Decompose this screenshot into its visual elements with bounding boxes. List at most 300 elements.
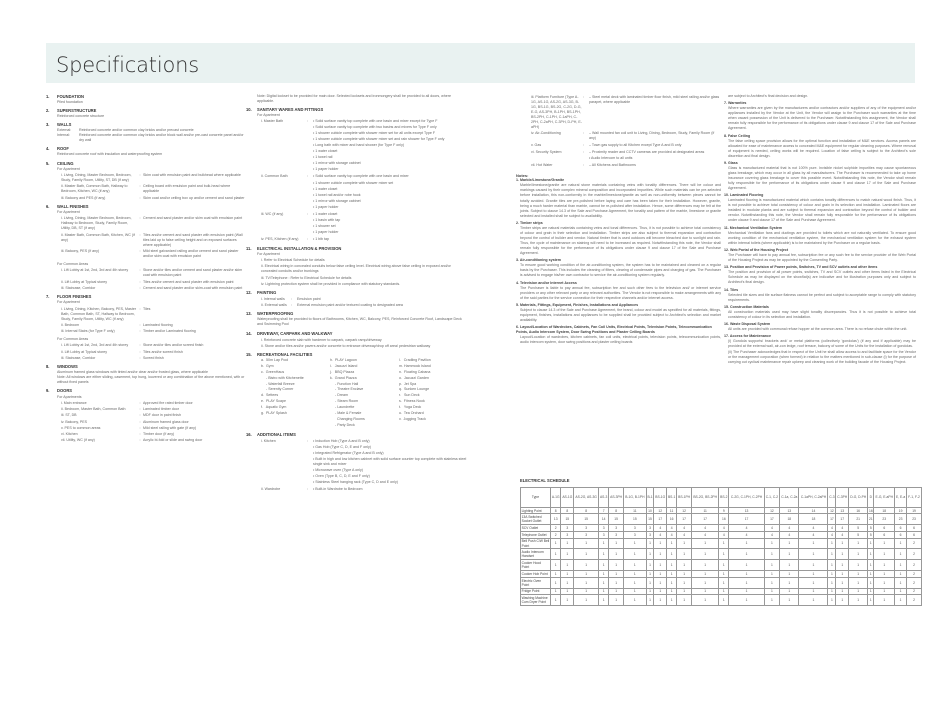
table-cell: 13 [729,507,764,514]
table-cell: 4 [654,531,667,538]
column-1 [46,94,246,447]
section-text: Reinforced concrete roof with insulation and waterproofing system [57,152,163,157]
table-cell: 1 [868,538,874,549]
spec-key: i. Lift Lobby at 1st, 2nd, 3rd and 4th storey [61,343,129,348]
table-cell: 1 [574,560,599,571]
section-note: Note: All windows are either sliding, casement, top hung, louvered or any combination of the above mentioned, with or without fixed panels [57,374,245,384]
spec-value: Screed finish [143,355,164,360]
table-cell: 16 [719,514,729,525]
spec-row [257,174,468,210]
note-title: 13. Position and Provision of Power points, Switches, TV and SCV outlets and other items [724,265,878,270]
separator: : [139,349,141,354]
table-cell: 1 [624,577,647,588]
note-text: All units are provided with communal refuse hopper at the common area. There is no refuse chute within the unit. [728,327,908,332]
spec-key: i. Living, Dining, Master Bedroom, Bedroom, Study, Family Room, Utility, ST, DB (if any) [61,173,132,183]
table-cell: 1 [799,571,828,578]
electrical-schedule [520,478,922,606]
spec-key: iii. ST, DB [61,413,77,418]
spec-row [527,131,721,142]
table-cell: 1 [868,588,874,595]
separator: : [139,329,141,334]
spec-key: i. Internal walls [261,296,285,301]
spec-item: – All Kitchens and Bathrooms [589,163,636,168]
table-cell: 1 [551,595,561,606]
table-cell: 1 [677,577,692,588]
table-cell: 3 [624,525,647,532]
note-text: Laminated flooring is manufactured material which contains tonality differences to match natural wood finish. Thus, it is not possible to achieve total consistency of colour and grain in its selection and installation. Laminated floors are installed in modular planks and are subject to thermal expansion and contraction beyond the control of builder and vendor. Notwithstanding this note, the Vendor shall remain fully responsible for the performance of its obligations under clause 9 and clause 17 of the Sale and Purchase Agreement. [728,198,916,223]
table-cell: 1 [599,549,609,560]
table-cell: 1 [828,538,836,549]
table-cell: 4 [828,531,836,538]
group-label: For Apartments [57,394,82,399]
column-header: E, E-a [895,487,907,507]
table-cell: 3 [599,531,609,538]
table-cell: 1 [849,538,868,549]
table-cell: 1 [654,571,667,578]
separator: : [139,322,141,327]
column-header: F-1, F-2 [907,487,922,507]
column-header: D-G, D-PH [849,487,868,507]
spec-section [246,311,468,327]
section-number: 15. [246,352,252,358]
section-title: ADDITIONAL ITEMS [257,432,296,438]
note-text: The Purchaser will have to pay annual fee, subscription fee or any such fee to the service provider of the Web Portal of the Housing Project as may be appointed by the Consenting Party. [728,253,916,263]
spec-row [57,286,246,291]
note-text: Selected tile sizes and tile surface flatness cannot be perfect and subject to acceptable range to comply with statutory requirements. [728,292,916,302]
note-item [516,303,721,323]
section-body [246,113,468,243]
section-number: 14. [246,330,252,336]
table-cell: 1 [551,549,561,560]
table-cell: 4 [667,531,677,538]
spec-section [46,294,246,361]
spec-item: • Microwave oven (Type A only) [313,468,363,473]
spec-item: • 1 water closet [313,149,338,154]
note-item [724,161,916,191]
spec-row [57,438,246,443]
spec-item: – Town gas supply to all Kitchen except Type A and B only [589,143,682,148]
note-text: The Purchaser is liable to pay annual fee, subscription fee and such other fees to the television and/ or internet service providers or any other relevant party or any relevant authorities. The Vendor is not responsible to make arrangements with any of the said parties for the service connection for their respective channels and/or internet access. [520,285,721,300]
table-cell: 17 [729,514,764,525]
spec-item: • Oven (Type B, C, D, E and F only) [313,474,370,479]
table-cell: 1 [654,588,667,595]
facilities-column [261,358,330,429]
table-cell: 2 [907,571,922,578]
note-title: 16. Waste Disposal System [724,322,771,327]
table-cell: 19 [895,507,907,514]
section-body [246,338,468,349]
table-cell: 1 [624,595,647,606]
section-heading [46,204,246,210]
spec-value: Aluminum framed glass door [143,419,189,424]
section-title: DOORS [57,388,73,394]
table-cell: 1 [764,577,779,588]
table-cell: 3 [646,531,654,538]
note-item [724,226,916,246]
section-heading [46,294,246,300]
table-cell: 1 [609,571,624,578]
table-cell: 1 [729,577,764,588]
section-title: PAINTING [257,290,277,296]
table-cell: 1 [574,549,599,560]
table-cell: 1 [719,538,729,549]
spec-items [313,212,468,236]
table-cell: 1 [646,571,654,578]
spec-item: • 1 towel rail and/or robe hook [313,192,361,197]
spec-key: i. Lift Lobby at 1st, 2nd, 3rd and 4th storey [61,268,129,273]
spec-value: Tiles and/or cement and sand plaster with emulsion paint [143,279,234,284]
spec-key: i. Main entrance [61,400,87,405]
note-title: 14. Tiles [724,287,739,292]
separator: : [139,232,141,237]
table-cell: 16 [869,508,873,513]
table-cell: 4 [836,531,849,538]
spec-row [257,297,468,302]
note-item [724,193,916,223]
spec-row [57,173,246,183]
spec-item: • Solid surface vanity top complete with two basins and mixers for Type F only [313,125,437,130]
spec-row [57,426,246,431]
table-cell: 23 [874,514,895,525]
table-cell: 3 [609,525,624,532]
note-text: (i) Gondola supports/ brackets and/ or metal platforms (collectively 'gondolas') (if any and if applicable) may be provided at the external wall, air-con ledge, roof terrace, balcony of some of the Units for the installation of gondolas. [728,339,916,349]
table-cell: 1 [828,571,836,578]
table-cell: 1 [780,549,799,560]
spec-row [57,196,246,201]
spec-items [313,119,468,173]
table-cell: 1 [654,560,667,571]
table-cell: 1 [895,538,907,549]
table-cell: 1 [799,560,828,571]
table-cell: 1 [654,538,667,549]
spec-item: • 1 paper holder [313,204,339,209]
group-label: For Apartment [257,113,280,118]
note-text: To ensure good working condition of the air-conditioning system, the system has to be maintained and cleaned on a regular basis by the Purchaser. This includes the cleaning of filters, clearing of condensate pipes and charging of gas. The Purchaser is advised to engage his/her own contractor to service the air-conditioning system regularly. [520,263,721,278]
table-cell: 13 [551,514,561,525]
column-header: B-1G, B-1PH [624,487,647,507]
list-item: i. Refer to Electrical Schedule for details [261,258,325,263]
table-cell: 1 [692,549,719,560]
spec-section [246,107,468,242]
table-cell: 1 [874,549,895,560]
table-cell: 1 [646,549,654,560]
separator: : [139,355,141,360]
row-label: Lighting Point [521,507,551,514]
table-cell: 17 [828,514,836,525]
table-cell: 16 [849,507,868,514]
group-label: For Apartment [257,251,280,256]
table-cell: 1 [764,588,779,595]
table-cell: 1 [764,549,779,560]
table-cell: 15 [609,514,624,525]
schedule-title: ELECTRICAL SCHEDULE [520,478,570,483]
spec-section [46,94,246,105]
table-cell: 15 [646,514,654,525]
table-cell: 5 [849,531,868,538]
spec-value: MDF door in paint finish [143,413,181,418]
table-cell: 4 [729,531,764,538]
spec-item: • 1 shower cubicle complete with shower mixer set and rain shower for Type F only [313,137,445,142]
list-item: iii. TV/Telephone : Refer to Electrical Schedule for details [261,275,352,280]
section-body [46,395,246,444]
table-cell: 1 [677,595,692,606]
section-title: WINDOWS [57,364,78,370]
table-cell: 1 [667,560,677,571]
spec-row [57,413,246,418]
table-cell: 1 [561,595,574,606]
table-cell: 1 [895,549,907,560]
spec-value: Mild steel galvanized railing and/or cement and sand plaster and/or skim coat with emulsion paint [143,248,239,259]
note-title: 10. Laminated Flooring [724,193,764,198]
separator: : [583,150,584,155]
facilities-column [330,358,399,429]
facility-item: a. 50m Lap Pool [261,357,289,362]
facilities-list [257,358,468,429]
spec-value: Tiles and/or screed finish [143,349,183,354]
section-body [46,152,246,157]
note-item [516,178,721,218]
table-cell: 1 [561,538,574,549]
table-cell: 23 [895,514,907,525]
column-header: BS-2G, BS-2PH [692,487,719,507]
spec-key: v. PES to common areas [61,425,101,430]
table-cell: 17 [836,514,849,525]
facility-item: s. Fitness Nook [399,399,425,404]
list-item: ii. Electrical wiring in concealed conduits below false ceiling level. Electrical wiring above false ceiling in exposed and/or concealed conduits and/or trunkings [261,264,451,274]
section-title: SANITARY WARES AND FITTINGS [257,107,324,113]
spec-item: • Induction Hob (Type A and B only) [313,439,370,444]
column-header: B-1 [646,487,654,507]
column-header: C-2G, C-1PH, C-2PH [729,487,764,507]
spec-key: iii. Platform Furniture (Type A-1G, AS-1G, AS-2G, AS-3G, B-1G, BS-1G, BS-2G, C-2G, D-G, E-G, AS-3PH, B-1PH, BS-1PH, BS-2PH, C-1PH, C-1aPH, C-2PH, C-2aPH, C-3PH, D-PH, E-aPH) [531,95,582,130]
note-item [516,325,721,345]
spec-section [46,364,246,385]
table-cell: 1 [780,571,799,578]
table-cell: 3 [624,531,647,538]
spec-key: iii. Internal Stairs (for Type F only) [61,329,115,334]
note-text: Layout/Location of wardrobes, kitchen cabinets, fan coil units, electrical points, television points, telecommunication points, audio intercom system, door swing positions and plaster ceiling boards [520,335,721,345]
facility-item: q. Sunken Lounge [399,387,430,392]
table-row [521,588,922,595]
note-item [724,322,916,332]
spec-section [46,146,246,157]
spec-value: Ceiling board with emulsion paint and bulk-head where applicable [143,184,231,194]
spec-item: • Audio Intercom to all units [589,156,633,161]
table-cell: 3 [561,525,574,532]
table-cell: 1 [624,538,647,549]
spec-key: vii. Hot Water [531,163,553,168]
separator: : [139,216,141,221]
table-cell: 1 [895,571,907,578]
separator: : [139,248,141,253]
facility-item: b. Gym [261,363,274,368]
section-body [46,167,246,201]
spec-value: Skim coat with emulsion paint and bulkhead where applicable [143,173,241,178]
note-item [724,305,916,320]
spec-row [57,268,246,278]
facility-item: v. Jogging Track [399,417,426,422]
table-cell: 4 [692,531,719,538]
column-header: C-3PH [836,487,849,507]
note-title: 12. Web Portal of the Housing Project [724,248,789,252]
section-body [46,210,246,291]
spec-items [589,143,721,149]
group-label: For Apartment [57,300,80,305]
table-cell: 1 [561,571,574,578]
facility-item: - Serenity Corner [261,387,294,392]
table-cell: 1 [836,549,849,560]
spec-key: ii. Lift Lobby at Typical storey [61,349,108,354]
table-row [521,577,922,588]
spec-item: • Integrated Refrigerator (Type A and B only) [313,451,384,456]
row-label: Washing Machine Cum Dryer Point [521,595,551,606]
spec-key: iii. WC (if any) [261,211,284,216]
table-cell: 1 [654,595,667,606]
note-title: 6. Layout/Location of Wardrobes, Cabinets, Fan Coil Units, Electrical Points, Television Points, Telecommunication Points, Audio Intercom System, Door Swing Positions and Plaster Ceiling Boards [516,325,712,335]
spec-continuation [516,95,721,169]
spec-row [57,184,246,194]
table-cell: 12 [764,507,779,514]
facility-item: - Party Deck [330,423,355,428]
table-cell: 1 [574,538,599,549]
note-item [724,248,916,263]
spec-item: – Proximity reader and CCTV cameras are provided at designated areas [589,150,705,155]
row-label: 13A Switched Socket Outlet [521,514,551,525]
note-text: Timber strips are natural materials containing veins and tonal differences. Thus, it is not possible to achieve total consistency of colour and grain in their selection and installation. Timber strips are also subject to thermal expansion and contraction beyond the control of builder and vendor. Natural timber that is used outdoors will become bleached due to sunlight and rain. Thus, the cycle of maintenance on staining will need to be increased as required. Notwithstanding this note, the Vendor shall remain fully responsible for the performance of its obligations under clause 9 and clause 17 of the Sale and Purchase Agreement. [520,225,721,256]
spec-value: Approved fire rated timber door [143,400,193,405]
separator: : [139,407,141,412]
separator: : [139,343,141,348]
section-number: 1. [46,94,50,99]
spec-item: • 1 shower cubicle complete with shower mixer set for all units except Type F [313,131,436,136]
column-header: C-1, C-2 [764,487,779,507]
table-cell: 1 [646,588,654,595]
table-cell: 1 [692,595,719,606]
separator: : [291,303,292,308]
table-cell: 1 [849,595,868,606]
table-cell: 12 [654,507,667,514]
spec-item: • Built-in Wardrobe to Bedroom [313,487,363,492]
table-cell: 1 [868,577,874,588]
separator: : [583,163,584,168]
spec-row [57,356,246,361]
table-row [521,514,922,525]
spec-key: ii. Lift Lobby at Typical storey [61,279,108,284]
note-title: 17. Access for Maintenance [724,334,772,339]
column-4 [724,94,916,367]
spec-item: • 1 water closet [313,186,338,191]
column-header: AS-1G [561,487,574,507]
spec-item: • Stainless Steel hanging rack (Type C, D and E only) [313,480,398,485]
column-header: AS-2G, AS-3G [574,487,599,507]
note-title: 2. Timber strips [516,220,543,225]
spec-item: • 1 water closet [313,211,338,216]
section-title: DRIVEWAY, CARPARK AND WALKWAY [257,330,333,336]
spec-item: • 1 shower set [313,223,336,228]
section-number: 11. [246,246,252,252]
table-cell: 14 [599,514,609,525]
section-body [246,439,468,493]
spec-key: iii. Staircase, Corridor [61,355,96,360]
spec-item: • Solid surface vanity top complete with one basin and mixer except for Type F [313,119,438,124]
table-cell: 11 [692,507,719,514]
separator: : [139,425,141,430]
table-cell: 1 [895,588,907,595]
table-cell: 2 [907,588,922,595]
section-title: WALLS [57,122,72,128]
note-text: (ii) The Purchaser acknowledges that in respect of the Unit he shall allow access to and facilitate space for the Vendor or the management corporation (when formed) in relation to the matters mentioned in sub-clause (i) for the purpose of carrying out cyclical maintenance repair upkeep and cleaning work of the building facade of the Housing Project. [728,349,916,364]
note-title: 5. Materials, Fittings, Equipment, Finishes, Installations and Appliances [516,302,639,307]
table-cell: 1 [764,571,779,578]
table-cell: 1 [599,571,609,578]
spec-item: • 1 mirror with storage cabinet [313,161,361,166]
list-item: i. Reinforced concrete slab with hardener to carpark, carpark ramp/driveway [261,337,382,342]
separator: : [307,119,308,124]
table-cell: 1 [719,560,729,571]
table-cell: 1 [780,588,799,595]
separator: : [139,268,141,273]
spec-key: Internal: [57,133,70,138]
section-number: 8. [46,364,50,370]
note-item [516,221,721,256]
spec-value: Timber and/or Laminated flooring [143,329,196,334]
column-header: AS-3PH [609,487,624,507]
table-cell: 15 [574,514,599,525]
spec-section [246,432,468,493]
table-cell: 1 [609,577,624,588]
table-cell: 1 [599,560,609,571]
list-item: ii. Stone and/or tiles and/or pavers and/or concrete to entrance driveway/drop off area/ pedestrian walkway [261,343,431,348]
note-text: Glass is manufactured material that is not 100% pure. Invisible nickel sulphide impurities may cause spontaneous glass breakage, which may occur in all glass by all manufacturers. The Purchaser is recommended to take up home insurance covering glass breakage to cover this possible event. Notwithstanding this note, the Vendor shall remain fully responsible for the performance of its obligations under clause 9 and clause 17 of the Sale and Purchase Agreement. [728,165,916,191]
column-header: BS-2 [719,487,729,507]
table-cell: 21 [849,514,868,525]
separator: : [139,285,141,290]
table-cell: 1 [729,595,764,606]
table-cell: 1 [874,571,895,578]
table-cell: 4 [677,525,692,532]
table-cell: 1 [849,588,868,595]
spec-row [57,323,246,328]
column-header: BS-1 [667,487,677,507]
spec-row [527,95,721,130]
section-heading [46,388,246,394]
table-cell: 18 [780,514,799,525]
note-title: 1. Marble/Limestone/Granite [516,178,565,183]
spec-key: External: [57,128,72,132]
table-cell: 1 [719,571,729,578]
table-cell: 1 [780,595,799,606]
table-cell: 1 [868,595,874,606]
table-cell: 21 [868,514,874,525]
section-text: Waterproofing shall be provided to floors of Bathrooms, Kitchen, WC, Balcony, PES, Reinforced Concrete Roof, Landscape Deck and Swimming Pool [257,317,462,327]
separator: : [139,419,141,424]
table-cell: 5 [849,525,868,532]
table-cell: 8 [561,507,574,514]
facility-item: - Theatre Enclave [330,387,364,392]
note-title: 15. Construction Materials [724,304,769,309]
table-cell: 1 [574,577,599,588]
spec-value: Tiles and/or cement and sand plaster with emulsion paint (Wall tiles laid up to false ceiling height and on exposed surfaces where applicable) [143,232,243,247]
facility-item: k. Grand Piazza [330,375,357,380]
note-title: 9. Glass [724,160,738,165]
spec-value: Tiles [143,306,151,311]
table-cell: 1 [868,571,874,578]
facilities-column [399,358,468,429]
separator: : [583,131,584,136]
table-cell: 1 [624,560,647,571]
spec-section [246,352,468,429]
facility-item: h. PLAY Lagoon [330,357,357,362]
